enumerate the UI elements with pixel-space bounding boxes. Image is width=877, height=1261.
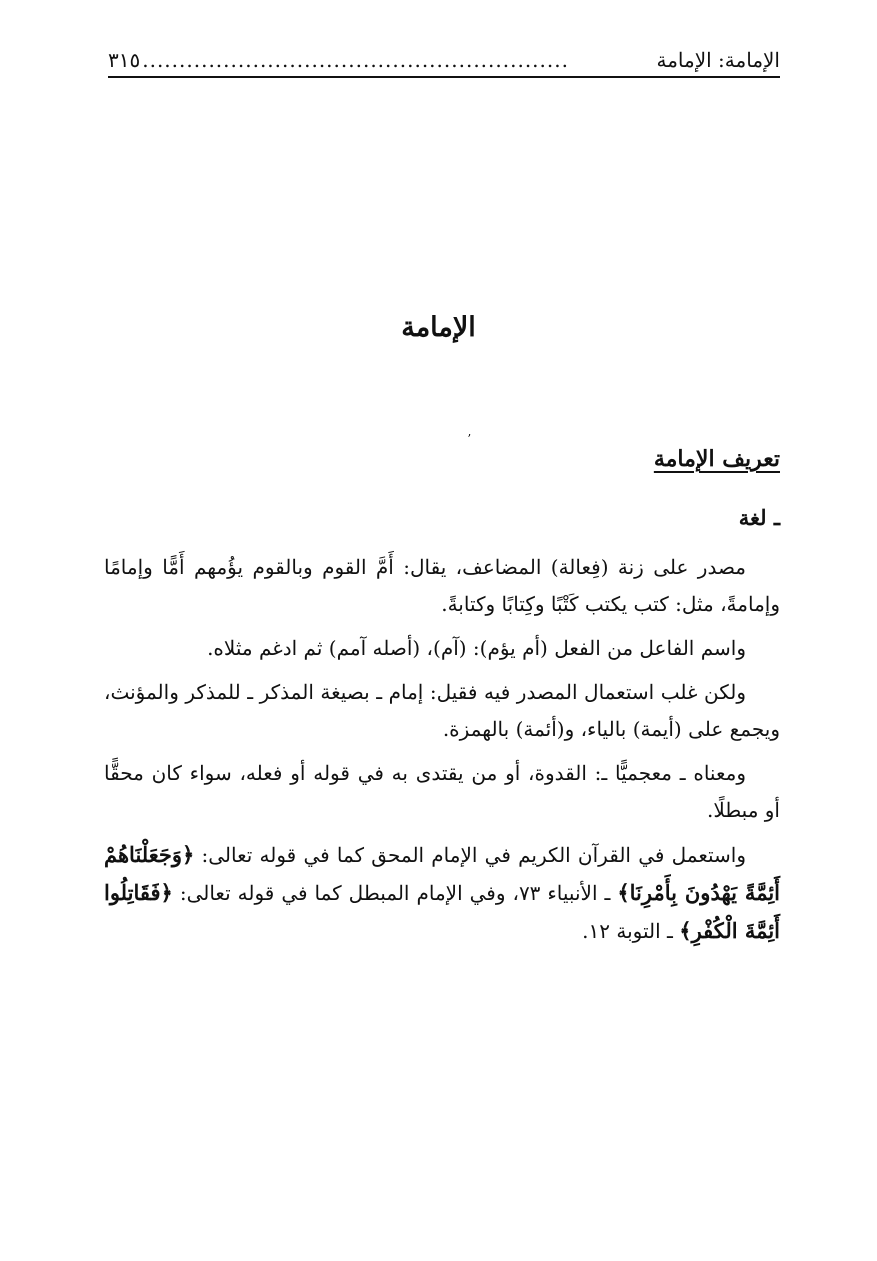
running-header-title: الإمامة: الإمامة [656, 48, 780, 72]
quran-verse-1: ﴿وَجَعَلْنَاهُمْ أَئِمَّةً يَهْدُونَ بِأَمْرِنَا﴾ [104, 842, 781, 905]
verse-1-reference: ـ الأنبياء ٧٣، وفي الإمام المبطل كما في قوله تعالى: [172, 881, 618, 905]
paragraph-4: ومعناه ـ معجميًّا ـ: القدوة، أو من يقتدى به في قوله أو فعله، سواء كان محقًّا أو مبطلًا. [104, 761, 780, 822]
chapter-title: الإمامة [401, 312, 476, 343]
paragraph-5-intro: واستعمل في القرآن الكريم في الإمام المحق كما في قوله تعالى: [194, 843, 746, 867]
running-header [108, 44, 780, 78]
paragraph-2: واسم الفاعل من الفعل (أم يؤم): (آم)، (أصله آمم) ثم ادغم مثلاه. [207, 636, 746, 660]
page-number: ٣١٥ [108, 48, 141, 72]
verse-2-reference: ـ التوبة ١٢. [582, 919, 680, 943]
stray-ink-mark: ʼ [467, 432, 471, 446]
paragraph-1: مصدر على زنة (فِعالة) المضاعف، يقال: أَمَّ القوم وبالقوم يؤُمهم أَمًّا وإمامًا وإمامةً، مثل: كتب يكتب كَتْبًا وكِتابًا وكتابةً. [104, 555, 780, 616]
section-heading: تعريف الإمامة [653, 446, 780, 472]
paragraph-5 [104, 836, 780, 950]
paragraph-3: ولكن غلب استعمال المصدر فيه فقيل: إمام ـ بصيغة المذكر ـ للمذكر والمؤنث، ويجمع على (أيمة) بالياء، و(أئمة) بالهمزة. [104, 680, 780, 741]
quran-verse-2: ﴿فَقَاتِلُوا أَئِمَّةَ الْكُفْرِ﴾ [104, 880, 780, 943]
body-text [104, 549, 780, 950]
subsection-heading: ـ لغة [738, 505, 780, 530]
running-header-leader-dots: .......................................................... [142, 48, 569, 72]
